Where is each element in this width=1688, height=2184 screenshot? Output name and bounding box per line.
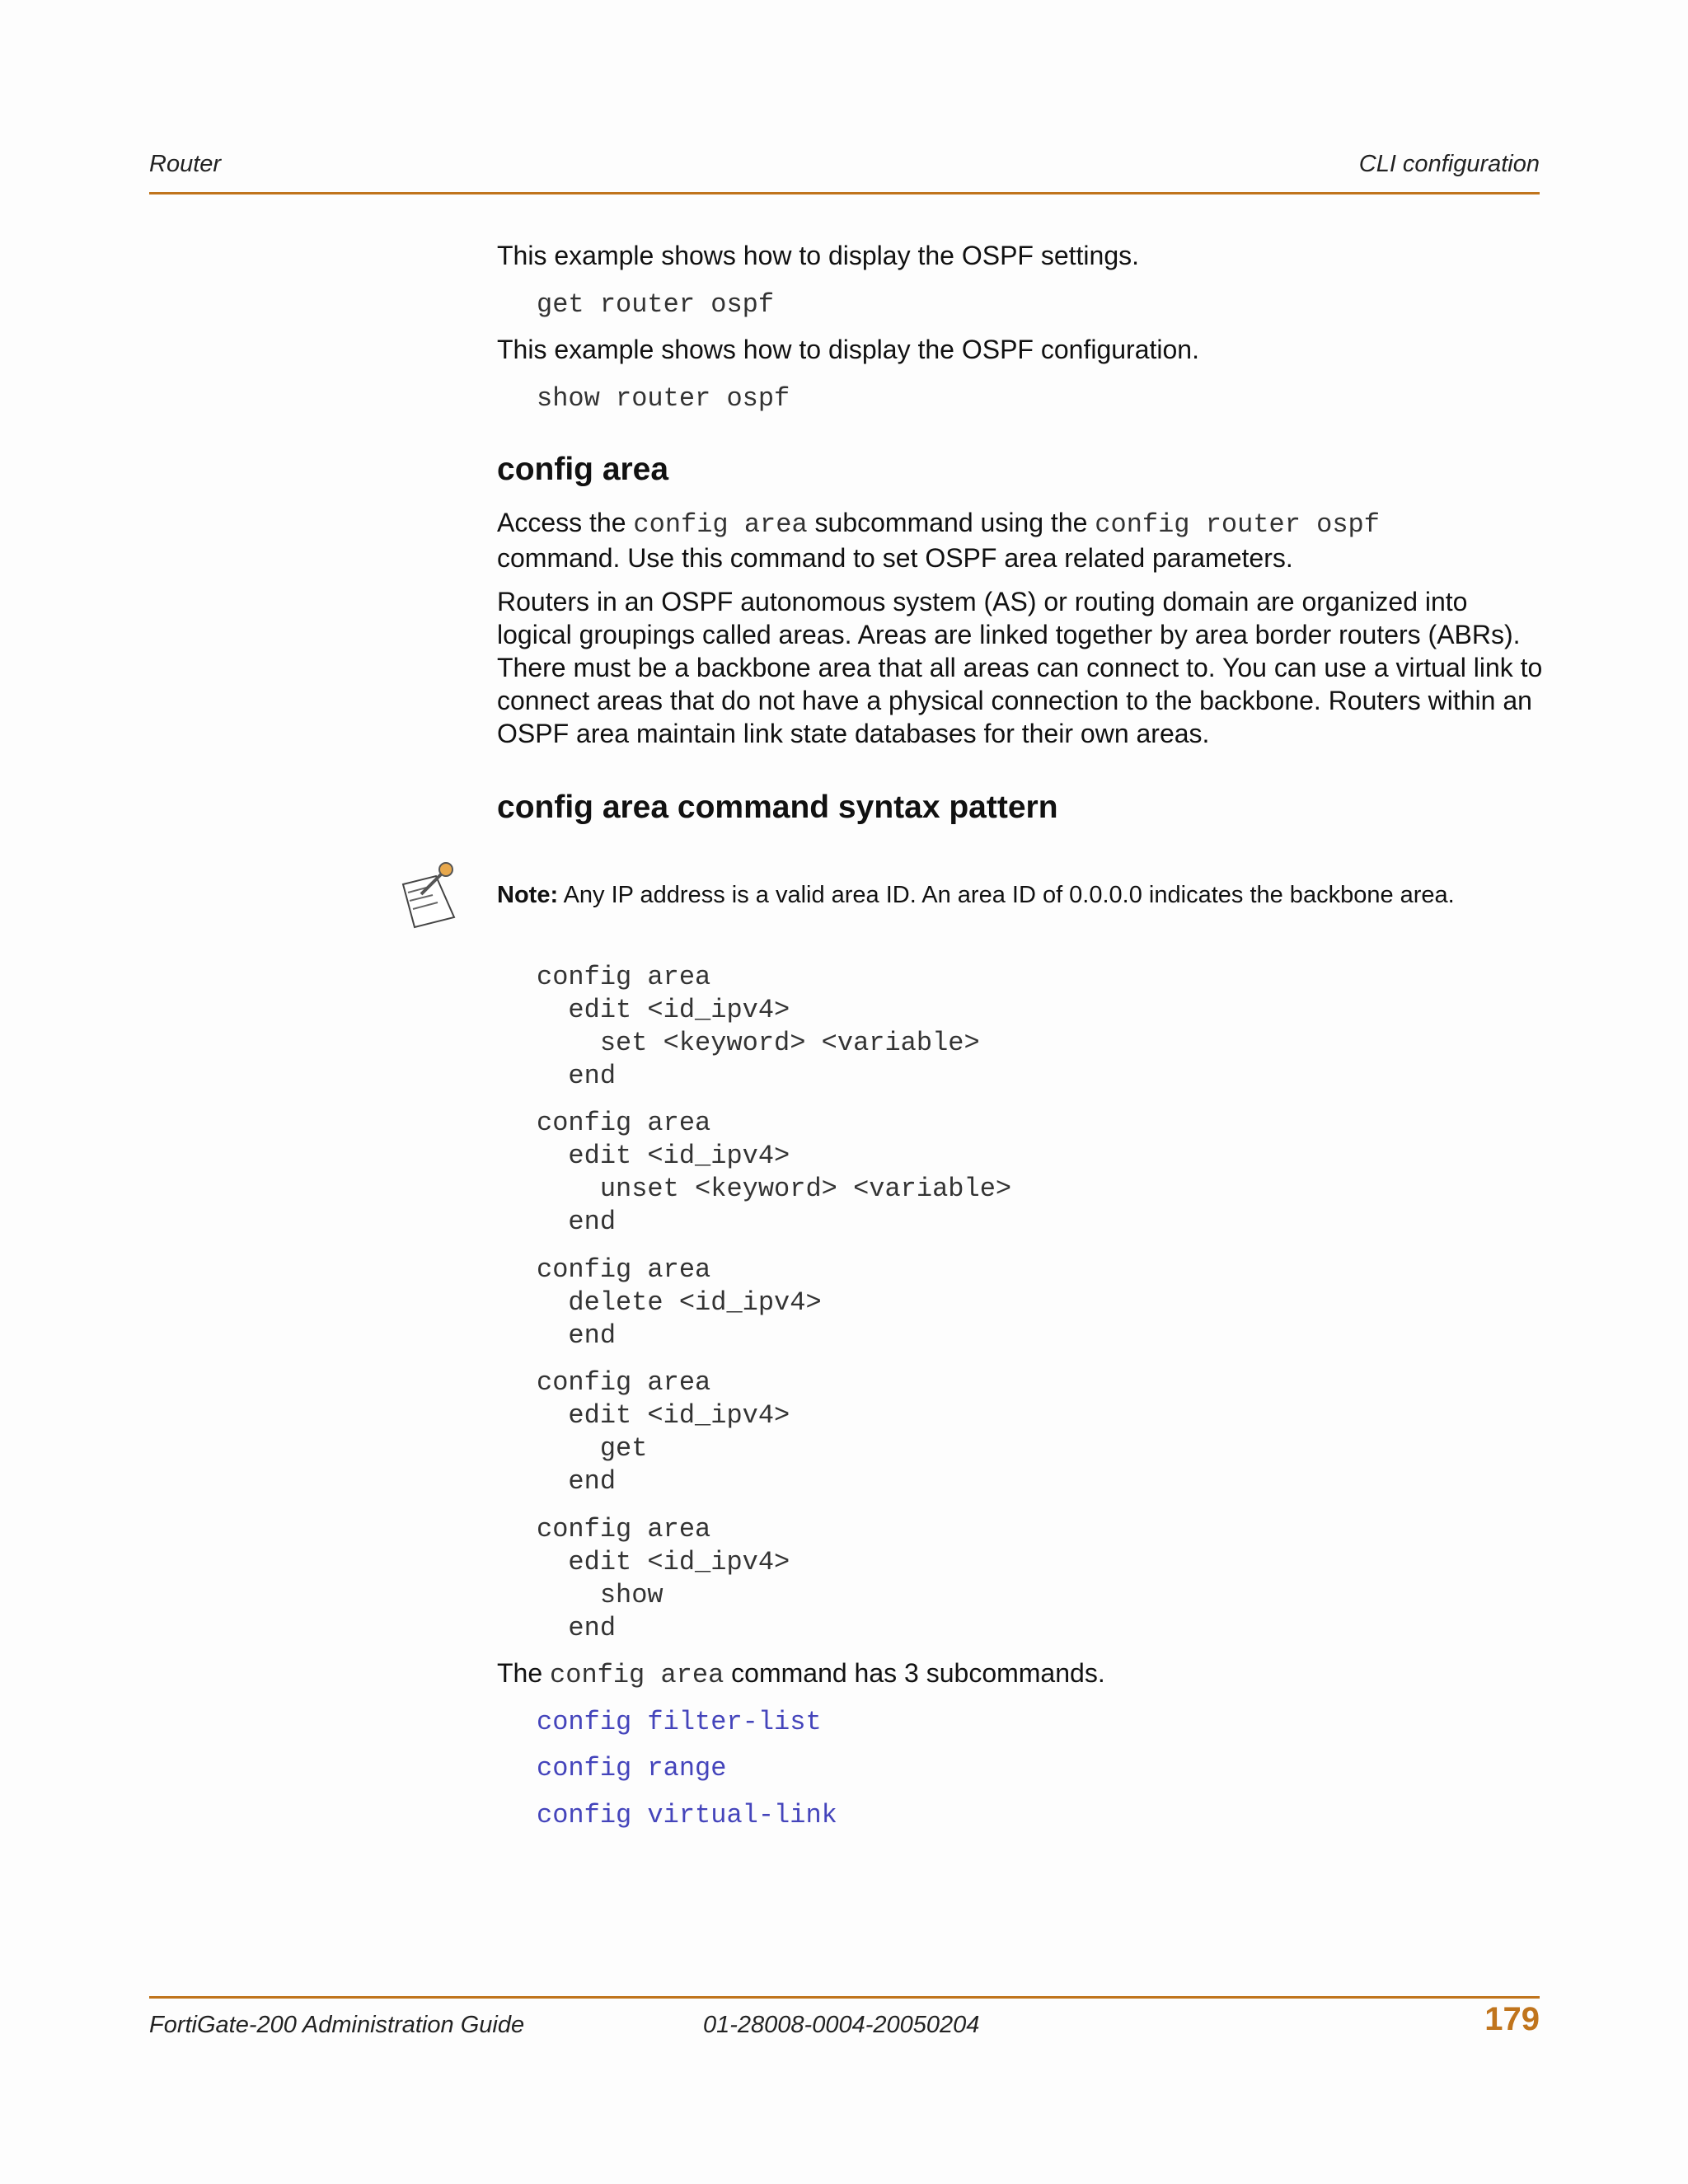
link-config-filter-list[interactable]: config filter-list — [537, 1707, 822, 1737]
access-text-after: command. Use this command to set OSPF area related parameters. — [497, 543, 1293, 573]
access-code-config-area: config area — [633, 509, 808, 540]
summary-code: config area — [550, 1660, 724, 1690]
summary-text-before: The — [497, 1658, 551, 1688]
code-get-router-ospf: get router ospf — [537, 289, 775, 320]
heading-config-area: config area — [497, 452, 669, 487]
summary-text-after: command has 3 subcommands. — [724, 1658, 1105, 1688]
running-header-left: Router — [149, 151, 222, 177]
note-icon — [396, 860, 462, 930]
note-body: Any IP address is a valid area ID. An area ID of 0.0.0.0 indicates the backbone area. — [558, 882, 1455, 908]
header-rule — [149, 192, 1540, 194]
access-paragraph — [497, 506, 1544, 574]
intro-paragraph-2: This example shows how to display the OSPF configuration. — [497, 335, 1199, 364]
syntax-block-unset: config area edit <id_ipv4> unset <keyword> <variable> end — [537, 1108, 1012, 1237]
footer-rule — [149, 1996, 1540, 1999]
footer-document-id: 01-28008-0004-20050204 — [703, 2012, 980, 2038]
routers-paragraph: Routers in an OSPF autonomous system (AS) or routing domain are organized into logical groupings called areas. Areas are linked together by area border routers (ABRs). There must be a backbone area that all areas can connect to. You can use a virtual link to connect areas that do not have a physical connection to the backbone. Routers within an OSPF area maintain link state databases for their own areas. — [497, 587, 1543, 748]
intro-paragraph-1: This example shows how to display the OSPF settings. — [497, 241, 1140, 270]
syntax-block-delete: config area delete <id_ipv4> end — [537, 1254, 822, 1351]
subcommands-summary — [497, 1657, 1105, 1692]
link-config-range[interactable]: config range — [537, 1753, 727, 1783]
note-text — [497, 882, 1455, 909]
page-number: 179 — [1484, 2001, 1540, 2037]
syntax-block-get: config area edit <id_ipv4> get end — [537, 1367, 790, 1497]
heading-syntax-pattern: config area command syntax pattern — [497, 790, 1058, 825]
note-label: Note: — [497, 882, 559, 908]
syntax-block-show: config area edit <id_ipv4> show end — [537, 1514, 790, 1643]
access-text-middle: subcommand using the — [807, 508, 1095, 537]
link-config-virtual-link[interactable]: config virtual-link — [537, 1800, 837, 1830]
access-text-before: Access the — [497, 508, 634, 537]
code-show-router-ospf: show router ospf — [537, 383, 790, 414]
running-header-right: CLI configuration — [1358, 151, 1540, 177]
syntax-block-set: config area edit <id_ipv4> set <keyword> <variable> end — [537, 962, 980, 1091]
footer-guide-title: FortiGate-200 Administration Guide — [149, 2012, 525, 2038]
access-code-config-router-ospf: config router ospf — [1095, 509, 1380, 540]
